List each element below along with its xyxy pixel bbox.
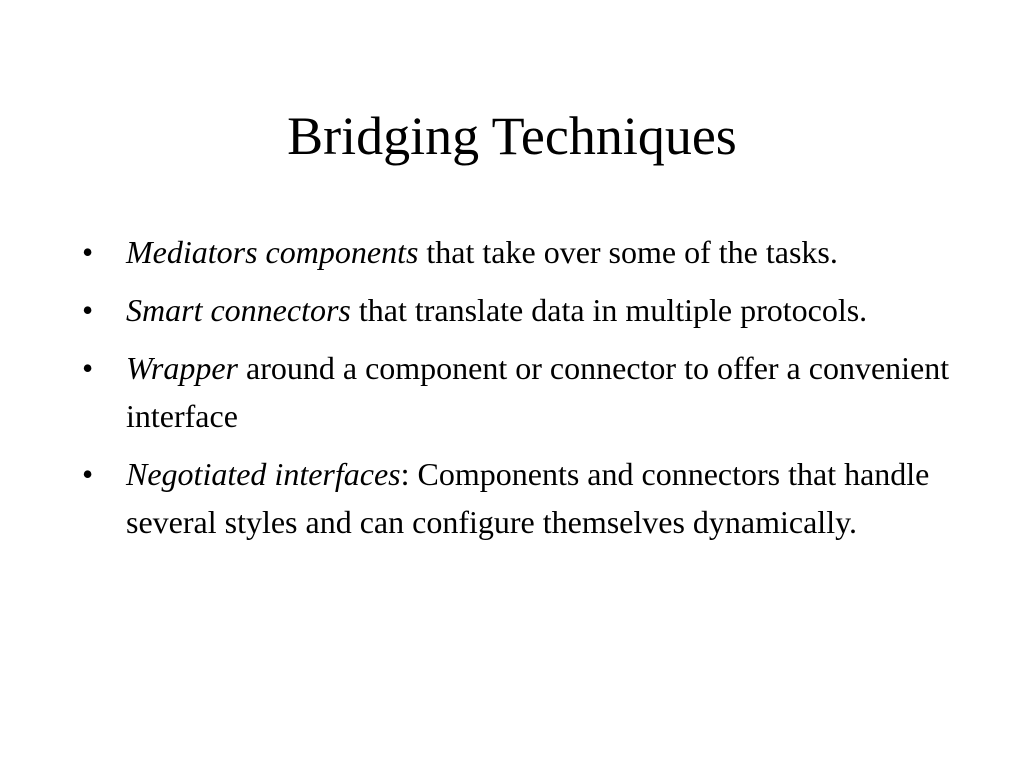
bullet-term: Negotiated interfaces: [126, 456, 401, 492]
bullet-item-smart-connectors: [82, 286, 962, 334]
bullet-term: Smart connectors: [126, 292, 351, 328]
bullet-term: Wrapper: [126, 350, 238, 386]
bullet-item-mediators: [82, 228, 962, 276]
slide-title: Bridging Techniques: [287, 106, 737, 166]
bullet-icon: •: [82, 456, 94, 492]
bullet-description: around a component or connector to offer a convenient interface: [126, 350, 950, 434]
bullet-list: [82, 228, 962, 556]
bullet-description: : Components and connectors that handle several styles and can configure themselves dynamically.: [126, 456, 930, 540]
bullet-icon: •: [82, 350, 94, 386]
bullet-term: Mediators components: [126, 234, 419, 270]
bullet-item-wrapper: [82, 344, 962, 440]
bullet-icon: •: [82, 234, 94, 270]
bullet-description: that translate data in multiple protocols.: [350, 292, 868, 328]
bullet-item-negotiated-interfaces: [82, 450, 962, 546]
bullet-description: that take over some of the tasks.: [418, 234, 838, 270]
bullet-icon: •: [82, 292, 94, 328]
